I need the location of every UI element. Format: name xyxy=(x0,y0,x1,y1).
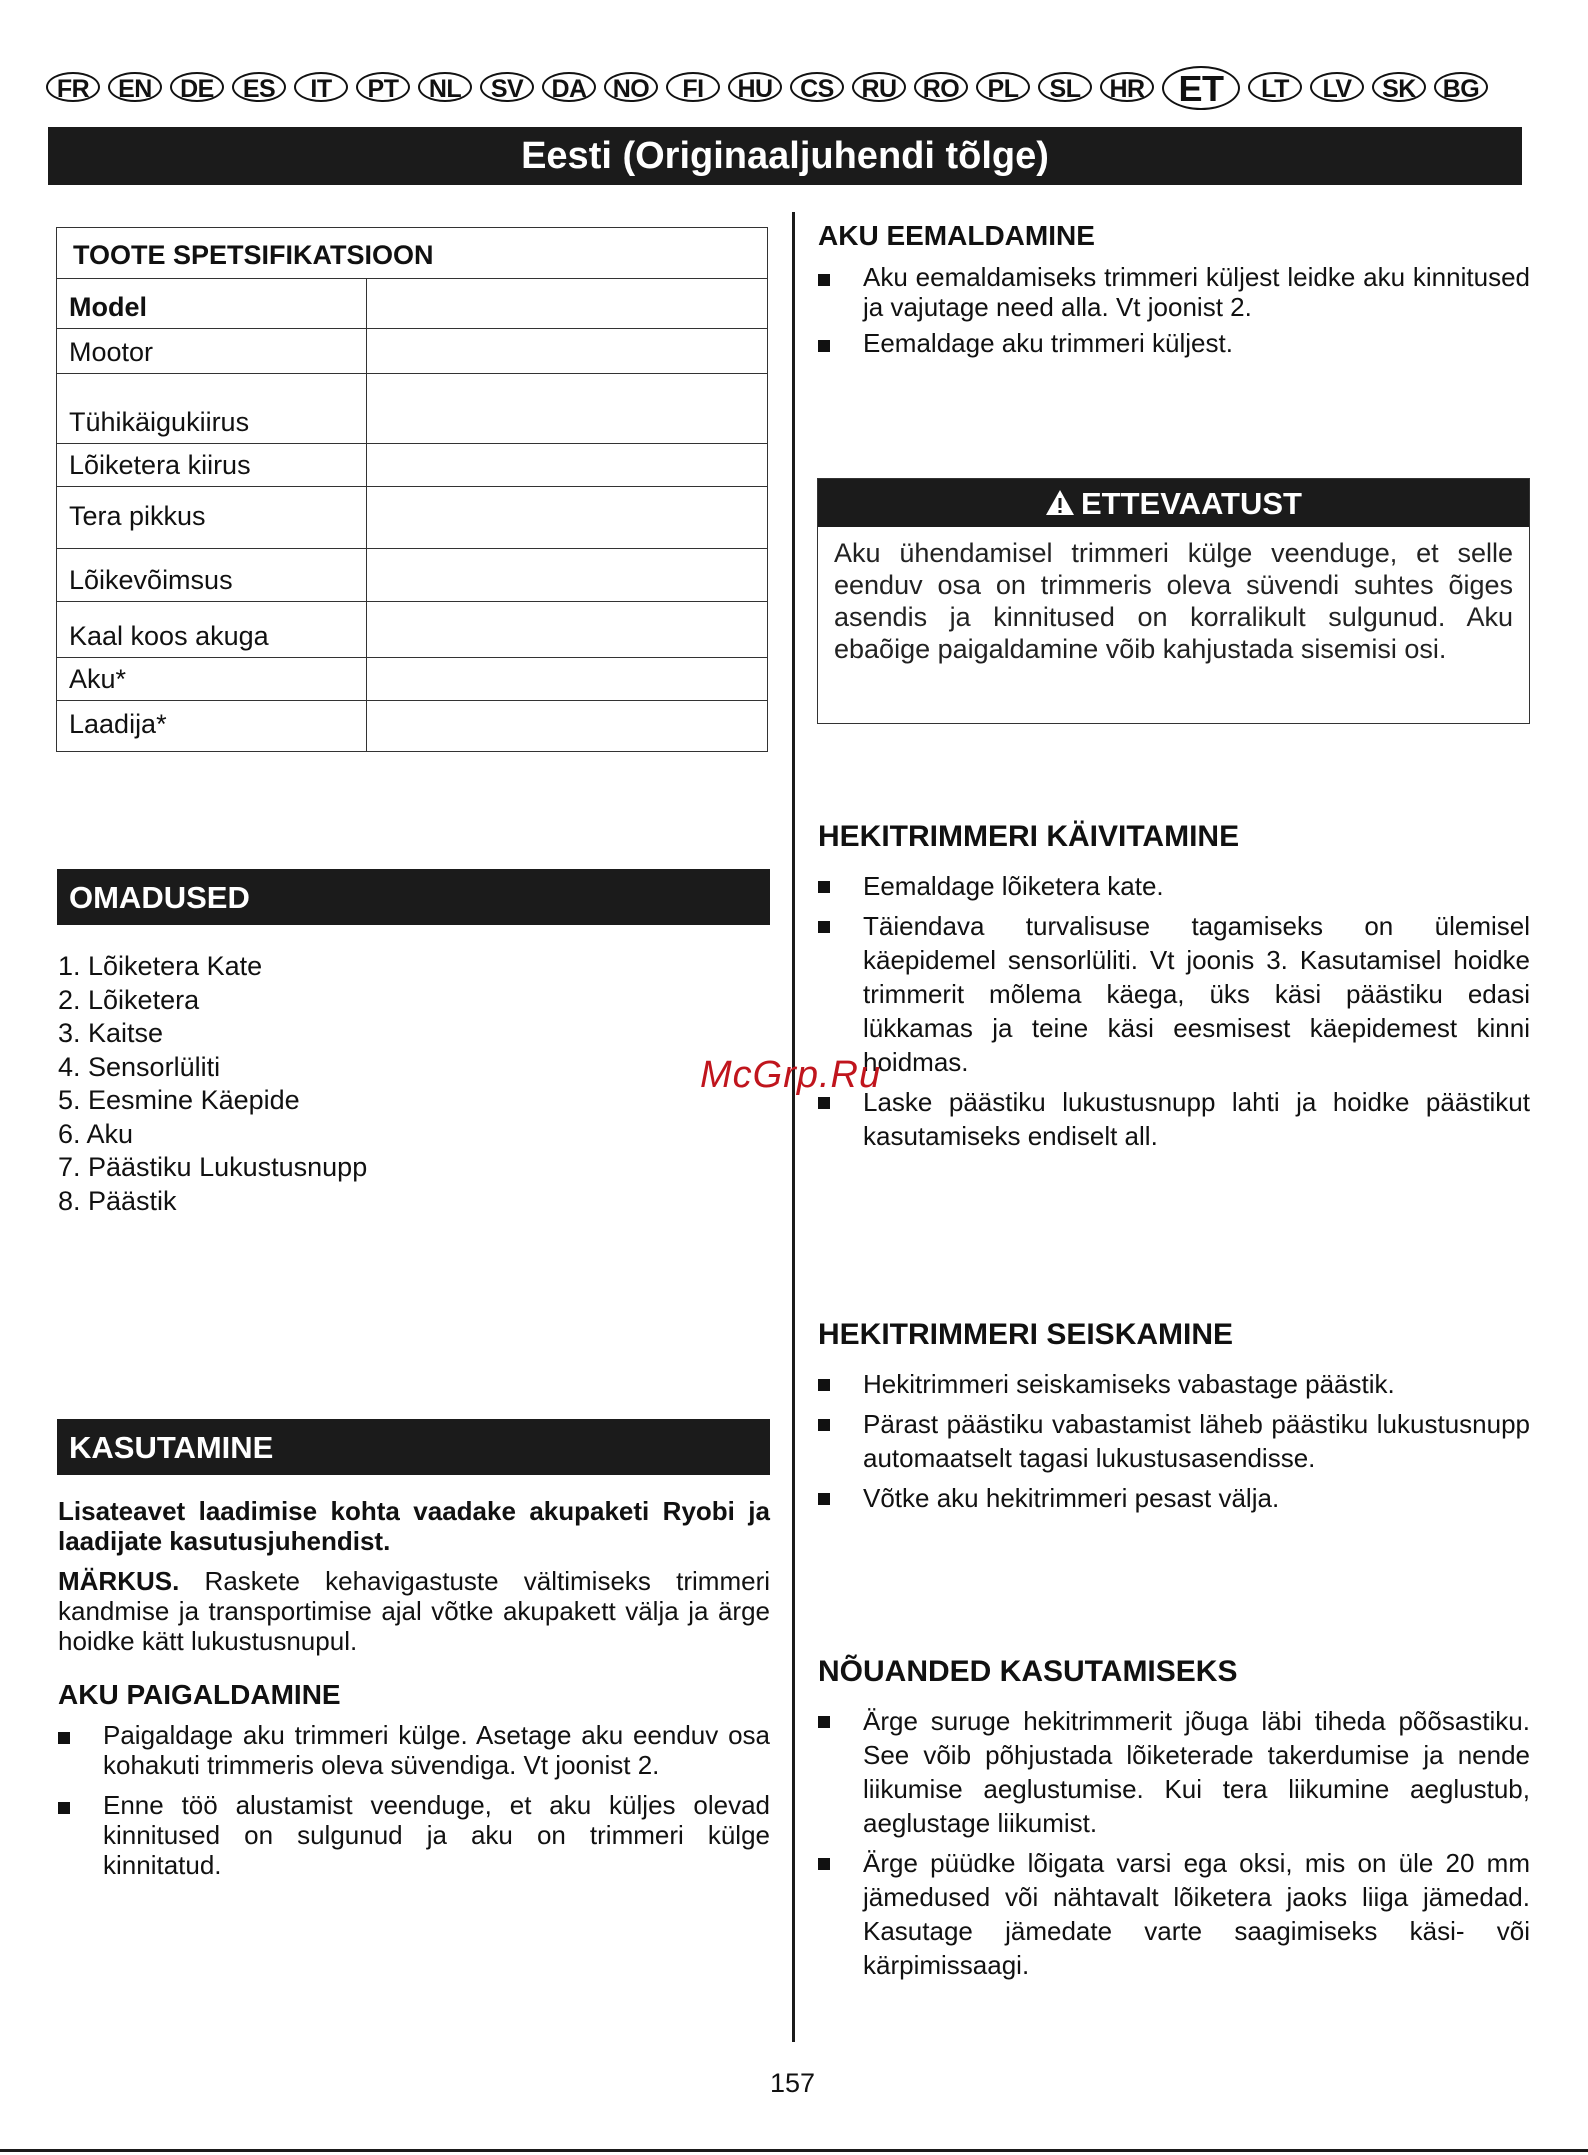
spec-label: Mootor xyxy=(57,329,367,373)
list-item: Laske päästiku lukustusnupp lahti ja hoidke päästikut kasutamiseks endiselt all. xyxy=(818,1085,1530,1153)
note-text: Raskete kehavigastuste vältimiseks trimmeri kandmise ja transportimise ajal võtke akupakett välja ja ärge hoidke kätt lukustusnupul. xyxy=(58,1566,770,1656)
starting-list xyxy=(818,869,1530,1153)
warning-text: Aku ühendamisel trimmeri külge veenduge, et selle eenduv osa on trimmeris oleva süvendi suhtes õiges asendis ja kinnitused on korralikult sulgunud. Aku ebaõige paigaldamine võib kahjustada sisemisi osi. xyxy=(834,538,1513,664)
spec-label: Lõikevõimsus xyxy=(57,549,367,601)
lang-tab-no[interactable]: NO xyxy=(604,72,658,102)
list-item: Paigaldage aku trimmeri külge. Asetage aku eenduv osa kohakuti trimmeris oleva süvendiga. Vt joonist 2. xyxy=(58,1720,770,1780)
bottom-rule xyxy=(0,2149,1588,2152)
lang-tab-et-active[interactable]: ET xyxy=(1162,66,1240,110)
warning-header xyxy=(818,479,1529,527)
lang-tab-pt[interactable]: PT xyxy=(356,72,410,102)
lang-tab-en[interactable]: EN xyxy=(108,72,162,102)
features-list xyxy=(58,950,367,1218)
list-item: Enne töö alustamist veenduge, et aku küljes olevad kinnitused on sulgunud ja aku on trimmeri külge kinnitatud. xyxy=(58,1790,770,1880)
table-row xyxy=(57,549,767,602)
list-item: Võtke aku hekitrimmeri pesast välja. xyxy=(818,1481,1530,1515)
table-row xyxy=(57,374,767,444)
lang-tab-cs[interactable]: CS xyxy=(790,72,844,102)
tips-title: NÕUANDED KASUTAMISEKS xyxy=(818,1655,1238,1688)
list-item: Eemaldage lõiketera kate. xyxy=(818,869,1530,903)
spec-table xyxy=(56,227,768,752)
table-row xyxy=(57,329,767,374)
usage-note xyxy=(58,1566,770,1656)
lang-tab-sv[interactable]: SV xyxy=(480,72,534,102)
lang-tab-hr[interactable]: HR xyxy=(1100,72,1154,102)
warning-title: ETTEVAATUST xyxy=(1080,486,1302,521)
lang-tab-sk[interactable]: SK xyxy=(1372,72,1426,102)
list-item: Pärast päästiku vabastamist läheb päästiku lukustusnupp automaatselt tagasi lukustusasendisse. xyxy=(818,1407,1530,1475)
table-row xyxy=(57,701,767,751)
usage-intro: Lisateavet laadimise kohta vaadake akupaketi Ryobi ja laadijate kasutusjuhendist. xyxy=(58,1496,770,1556)
lang-tab-lt[interactable]: LT xyxy=(1248,72,1302,102)
spec-label: Kaal koos akuga xyxy=(57,602,367,657)
table-row xyxy=(57,487,767,549)
warning-triangle-icon xyxy=(1045,481,1075,531)
table-row xyxy=(57,602,767,658)
list-item: 2. Lõiketera xyxy=(58,984,200,1015)
list-item: Ärge suruge hekitrimmerit jõuga läbi tiheda põõsastiku. See võib põhjustada lõiketerade takerdumise ja nende liikumise aeglustumise. Kui tera liikumine aeglustub, aeglustage liikumist. xyxy=(818,1704,1530,1840)
watermark: McGrp.Ru xyxy=(700,1054,882,1096)
lang-tab-bg[interactable]: BG xyxy=(1434,72,1488,102)
list-item: Ärge püüdke lõigata varsi ega oksi, mis on üle 20 mm jämedused või nähtavalt lõiketera jaoks liiga jämedad. Kasutage jämedate varte saagimiseks käsi- või kärpimissaagi. xyxy=(818,1846,1530,1982)
spec-label: Aku* xyxy=(57,658,367,700)
spec-label: Laadija* xyxy=(57,701,367,751)
lang-tab-fi[interactable]: FI xyxy=(666,72,720,102)
page-number: 157 xyxy=(770,2068,816,2098)
battery-install-title: AKU PAIGALDAMINE xyxy=(58,1679,341,1710)
lang-tab-fr[interactable]: FR xyxy=(46,72,100,102)
spec-label: Lõiketera kiirus xyxy=(57,444,367,486)
list-item: 8. Päästik xyxy=(58,1185,177,1216)
features-header: OMADUSED xyxy=(57,869,770,925)
lang-tab-nl[interactable]: NL xyxy=(418,72,472,102)
lang-tab-hu[interactable]: HU xyxy=(728,72,782,102)
note-label: MÄRKUS. xyxy=(58,1566,180,1596)
battery-install-list xyxy=(58,1720,770,1880)
lang-tab-lv[interactable]: LV xyxy=(1310,72,1364,102)
battery-remove-title: AKU EEMALDAMINE xyxy=(818,220,1095,251)
stopping-title: HEKITRIMMERI SEISKAMINE xyxy=(818,1318,1234,1351)
table-row xyxy=(57,279,767,329)
lang-tab-pl[interactable]: PL xyxy=(976,72,1030,102)
lang-tab-sl[interactable]: SL xyxy=(1038,72,1092,102)
table-row xyxy=(57,444,767,487)
column-divider xyxy=(792,212,795,2042)
lang-tab-da[interactable]: DA xyxy=(542,72,596,102)
usage-header: KASUTAMINE xyxy=(57,1419,770,1475)
list-item: 6. Aku xyxy=(58,1118,134,1149)
lang-tab-it[interactable]: IT xyxy=(294,72,348,102)
list-item: 7. Päästiku Lukustusnupp xyxy=(58,1152,368,1182)
stopping-list xyxy=(818,1367,1530,1515)
lang-tab-es[interactable]: ES xyxy=(232,72,286,102)
lang-tab-ru[interactable]: RU xyxy=(852,72,906,102)
spec-label: Tühikäigukiirus xyxy=(57,374,367,443)
list-item: Täiendava turvalisuse tagamiseks on ülemisel käepidemel sensorlüliti. Vt joonis 3. Kasutamisel hoidke trimmerit mõlema käega, üks käsi päästiku edasi lükkamas ja teine käsi eesmisest käepidemest kinni hoidmas. xyxy=(818,909,1530,1079)
spec-table-header: TOOTE SPETSIFIKATSIOON xyxy=(57,228,767,279)
language-tabs xyxy=(46,66,1526,110)
list-item: Eemaldage aku trimmeri küljest. xyxy=(818,328,1530,358)
list-item: 1. Lõiketera Kate xyxy=(58,951,263,981)
starting-title: HEKITRIMMERI KÄIVITAMINE xyxy=(818,820,1240,853)
list-item: 3. Kaitse xyxy=(58,1018,164,1048)
lang-tab-ro[interactable]: RO xyxy=(914,72,968,102)
spec-label: Tera pikkus xyxy=(57,487,367,548)
list-item: 5. Eesmine Käepide xyxy=(58,1085,300,1115)
list-item: Hekitrimmeri seiskamiseks vabastage päästik. xyxy=(818,1367,1530,1401)
table-row xyxy=(57,658,767,701)
lang-tab-de[interactable]: DE xyxy=(170,72,224,102)
warning-box xyxy=(817,478,1530,724)
spec-label: Model xyxy=(57,279,367,328)
list-item: 4. Sensorlüliti xyxy=(58,1051,221,1082)
page-title: Eesti (Originaaljuhendi tõlge) xyxy=(48,127,1522,185)
tips-list xyxy=(818,1704,1530,1982)
battery-remove-list xyxy=(818,262,1530,358)
list-item: Aku eemaldamiseks trimmeri küljest leidke aku kinnitused ja vajutage need alla. Vt joonist 2. xyxy=(818,262,1530,322)
